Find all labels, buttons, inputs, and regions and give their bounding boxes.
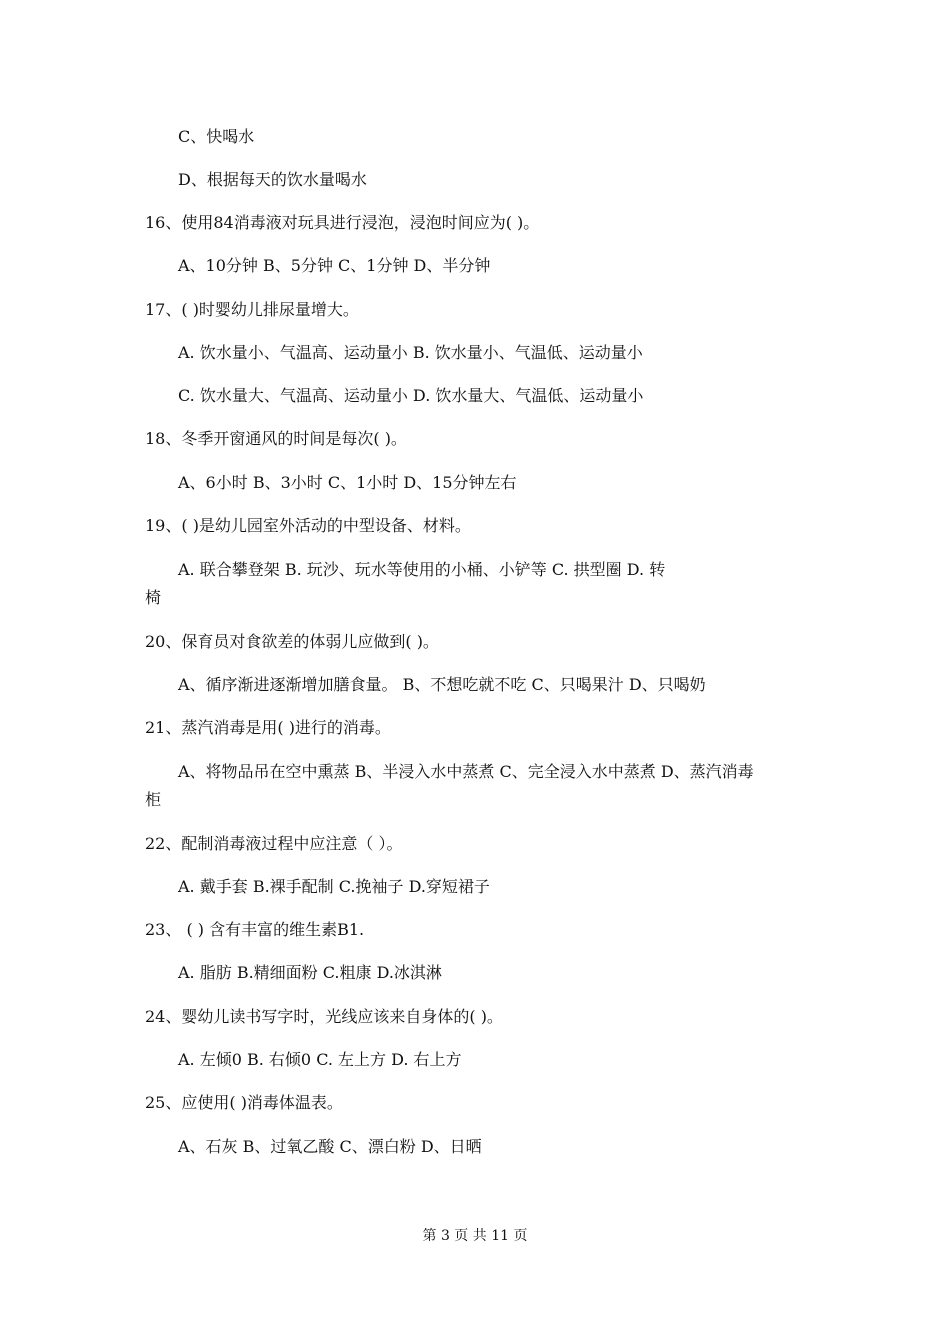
option-line-continuation: 柜 xyxy=(145,790,162,809)
question-24: 24、婴幼儿读书写字时，光线应该来自身体的( )。 xyxy=(145,1007,503,1026)
option-line: C、快喝水 xyxy=(178,127,255,146)
question-17: 17、( )时婴幼儿排尿量增大。 xyxy=(145,300,359,319)
question-20: 20、保育员对食欲差的体弱儿应做到( )。 xyxy=(145,632,439,651)
option-line: A、6小时 B、3小时 C、1小时 D、15分钟左右 xyxy=(178,473,517,492)
option-line: D、根据每天的饮水量喝水 xyxy=(178,170,367,189)
option-line-continuation: 椅 xyxy=(145,588,162,607)
option-line: A、循序渐进逐渐增加膳食量。 B、不想吃就不吃 C、只喝果汁 D、只喝奶 xyxy=(178,675,706,694)
option-line: A. 联合攀登架 B. 玩沙、玩水等使用的小桶、小铲等 C. 拱型圈 D. 转 xyxy=(178,560,666,579)
option-line: A、石灰 B、过氧乙酸 C、漂白粉 D、日晒 xyxy=(178,1137,482,1156)
option-line: A. 饮水量小、气温高、运动量小 B. 饮水量小、气温低、运动量小 xyxy=(178,343,643,362)
question-18: 18、冬季开窗通风的时间是每次( )。 xyxy=(145,429,407,448)
option-line: A、10分钟 B、5分钟 C、1分钟 D、半分钟 xyxy=(178,256,491,275)
option-line: A. 左倾0 B. 右倾0 C. 左上方 D. 右上方 xyxy=(178,1050,462,1069)
question-25: 25、应使用( )消毒体温表。 xyxy=(145,1093,343,1112)
option-line: A. 戴手套 B.裸手配制 C.挽袖子 D.穿短裙子 xyxy=(178,877,490,896)
question-21: 21、蒸汽消毒是用( )进行的消毒。 xyxy=(145,718,391,737)
question-16: 16、使用84消毒液对玩具进行浸泡，浸泡时间应为( )。 xyxy=(145,213,540,232)
question-19: 19、( )是幼儿园室外活动的中型设备、材料。 xyxy=(145,516,471,535)
option-line: C. 饮水量大、气温高、运动量小 D. 饮水量大、气温低、运动量小 xyxy=(178,386,644,405)
option-line: A、将物品吊在空中熏蒸 B、半浸入水中蒸煮 C、完全浸入水中蒸煮 D、蒸汽消毒 xyxy=(178,762,754,781)
question-23: 23、 ( ) 含有丰富的维生素B1. xyxy=(145,920,365,939)
page-footer: 第 3 页 共 11 页 xyxy=(422,1228,528,1244)
question-22: 22、配制消毒液过程中应注意（ ）。 xyxy=(145,834,403,853)
option-line: A. 脂肪 B.精细面粉 C.粗康 D.冰淇淋 xyxy=(178,963,442,982)
